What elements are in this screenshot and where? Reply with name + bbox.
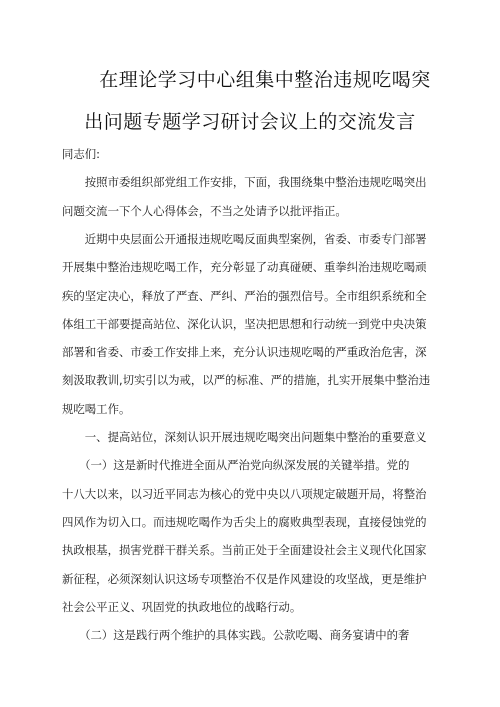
text-line: 问题交流一下个人心得体会，不当之处请予以批评指正。	[62, 203, 347, 218]
text-line: 同志们:	[62, 147, 101, 161]
text-line: 体组工干部要提高站位、深化认识，坚决把思想和行动统一到党中央决策	[62, 316, 427, 331]
text-line: 四风作为切入口。而违规吃喝作为舌尖上的腐败典型表现，直接侵蚀党的	[62, 514, 427, 529]
document-title-line-2: 出问题专题学习研讨会议上的交流发言	[84, 111, 416, 133]
text-line: 开展集中整治违规吃喝工作，充分彰显了动真碰硬、重拳纠治违规吃喝顽	[62, 260, 427, 275]
text-line: 十八大以来，以习近平同志为核心的党中央以八项规定破题开局，将整治	[62, 486, 427, 501]
text-line: 部署和省委、市委工作安排上来，充分认识违规吃喝的严重政治危害，深	[62, 345, 427, 360]
text-line: 按照市委组织部党组工作安排，下面，我围绕集中整治违规吃喝突出	[62, 175, 427, 190]
text-line: 近期中央层面公开通报违规吃喝反面典型案例，省委、市委专门部署	[62, 231, 427, 246]
text-line: （一）这是新时代推进全面从严治党向纵深发展的关键举措。党的	[62, 458, 410, 473]
text-line: 刻汲取教训,切实引以为戒，以严的标准、严的措施，扎实开展集中整治违	[62, 373, 431, 388]
text-line: 规吃喝工作。	[62, 401, 131, 416]
text-line: 一、提高站位，深刻认识开展违规吃喝突出问题集中整治的重要意义	[62, 430, 427, 444]
text-line: 执政根基，损害党群干群关系。当前正处于全面建设社会主义现代化国家	[62, 543, 427, 558]
text-line: （二）这是践行两个维护的具体实践。公款吃喝、商务宴请中的奢	[62, 628, 410, 643]
document-title-line-1: 在理论学习中心组集中整治违规吃喝突	[99, 69, 431, 91]
text-line: 疾的坚定决心，释放了严查、严纠、严治的强烈信号。全市组织系统和全	[62, 288, 427, 303]
text-line: 社会公平正义、巩固党的执政地位的战略行动。	[62, 599, 302, 614]
text-line: 新征程，必须深刻认识这场专项整治不仅是作风建设的攻坚战，更是维护	[62, 571, 427, 586]
